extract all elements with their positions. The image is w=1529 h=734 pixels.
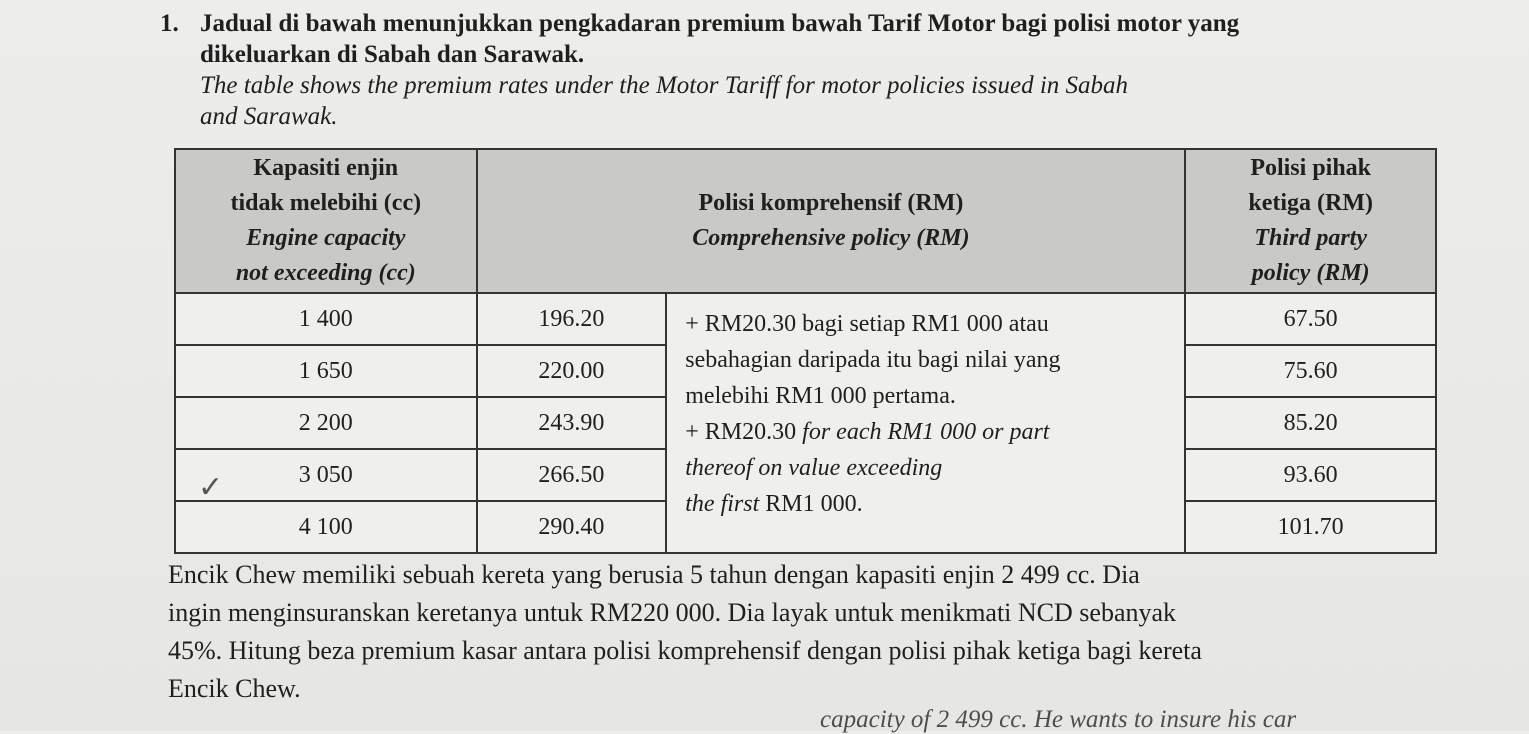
cell-additional-rate-note: + RM20.30 bagi setiap RM1 000 atau sebahagian daripada itu bagi nilai yang melebihi RM1 000 pertama. + RM20.30 for each RM1 000 or part thereof on value exceeding the first RM1 000.: [666, 293, 1185, 553]
question-malay-line2: dikeluarkan di Sabah dan Sarawak.: [200, 41, 585, 68]
scenario-english-cutoff: capacity of 2 499 cc. He wants to insure his car: [820, 706, 1297, 733]
pencil-tick-mark: ✓: [198, 471, 224, 504]
question-english-line2: and Sarawak.: [200, 103, 338, 130]
cell-third-party: 67.50: [1185, 293, 1436, 345]
scenario-line1: Encik Chew memiliki sebuah kereta yang berusia 5 tahun dengan kapasiti enjin 2 499 cc. Dia: [168, 560, 1140, 589]
cell-engine-cc: 1 650: [175, 345, 477, 397]
scenario-paragraph: [168, 556, 1448, 708]
scenario-line3: 45%. Hitung beza premium kasar antara polisi komprehensif dengan polisi pihak ketiga bagi kereta: [168, 636, 1202, 665]
question-text-english: [200, 70, 1420, 132]
question-malay-line1: Jadual di bawah menunjukkan pengkadaran premium bawah Tarif Motor bagi polisi motor yang: [200, 10, 1240, 37]
premium-rates-table: [174, 148, 1437, 554]
scenario-line2: ingin menginsuranskan keretanya untuk RM220 000. Dia layak untuk menikmati NCD sebanyak: [168, 598, 1177, 627]
cell-third-party: 101.70: [1185, 501, 1436, 553]
cell-third-party: 85.20: [1185, 397, 1436, 449]
cell-comprehensive-base: 196.20: [477, 293, 667, 345]
cell-engine-cc: 1 400: [175, 293, 477, 345]
cell-comprehensive-base: 220.00: [477, 345, 667, 397]
cell-engine-cc: 4 100: [175, 501, 477, 553]
cell-third-party: 75.60: [1185, 345, 1436, 397]
table-header-row: [175, 149, 1436, 293]
header-engine-capacity: Kapasiti enjin tidak melebihi (cc) Engine capacity not exceeding (cc): [175, 149, 477, 293]
header-comprehensive-policy: Polisi komprehensif (RM) Comprehensive policy (RM): [477, 149, 1186, 293]
cell-comprehensive-base: 266.50: [477, 449, 667, 501]
cell-engine-cc: 3 050: [175, 449, 477, 501]
cell-comprehensive-base: 290.40: [477, 501, 667, 553]
table-row: [175, 293, 1436, 345]
cell-third-party: 93.60: [1185, 449, 1436, 501]
cell-engine-cc: 2 200: [175, 397, 477, 449]
header-third-party-policy: Polisi pihak ketiga (RM) Third party policy (RM): [1185, 149, 1436, 293]
cell-comprehensive-base: 243.90: [477, 397, 667, 449]
question-text-malay: [200, 8, 1420, 70]
scenario-line4: Encik Chew.: [168, 674, 301, 703]
question-number: 1.: [160, 10, 179, 37]
question-header: [160, 8, 1420, 70]
question-english-line1: The table shows the premium rates under the Motor Tariff for motor policies issued in Sabah: [200, 72, 1129, 99]
